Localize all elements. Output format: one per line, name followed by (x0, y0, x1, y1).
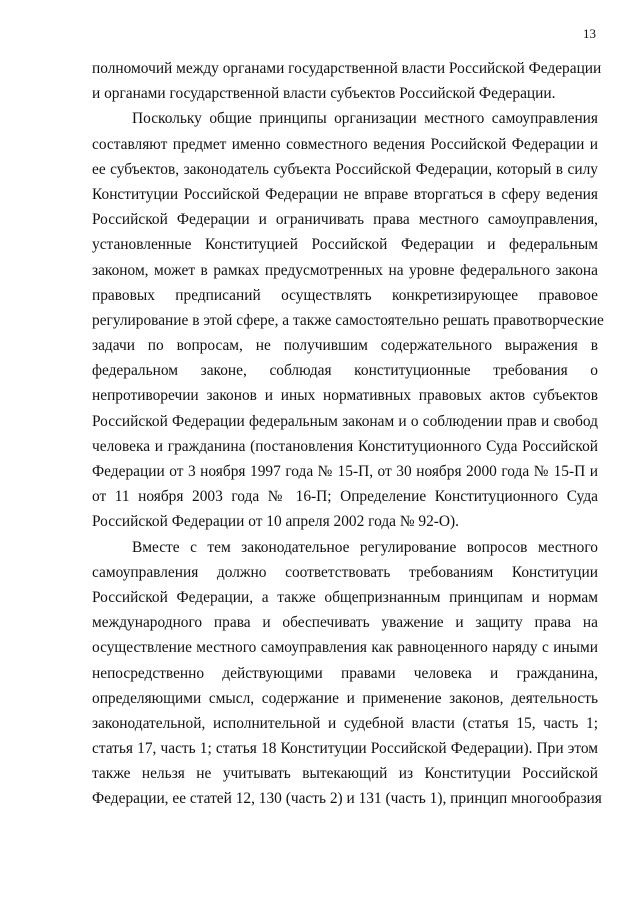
text-line: международного права и обеспечивать уважение и защиту права на (92, 614, 598, 632)
text-line: осуществление местного самоуправления как равноценного наряду с иными (92, 639, 598, 657)
text-line: Федерации, ее статей 12, 130 (часть 2) и 131 (часть 1), принцип многообразия (92, 790, 602, 808)
text-line: федеральном законе, соблюдая конституционные требования о (92, 362, 598, 380)
text-line: регулирование в этой сфере, а также самостоятельно решать правотворческие (92, 311, 604, 329)
paragraph-2 (92, 106, 604, 534)
text-line: Вместе с тем законодательное регулирование вопросов местного (132, 538, 598, 556)
text-line: самоуправления должно соответствовать требованиям Конституции (92, 563, 598, 581)
text-line: непротиворечии законов и иных нормативных правовых актов субъектов (92, 387, 598, 405)
text-line: Конституции Российской Федерации не вправе вторгаться в сферу ведения (92, 185, 598, 203)
text-line: установленные Конституцией Российской Федерации и федеральным (92, 236, 598, 254)
text-line: от 11 ноября 2003 года № 16-П; Определение Конституционного Суда (92, 488, 598, 506)
paragraph-1 (92, 56, 602, 106)
text-line: Российской Федерации федеральным законам и о соблюдении прав и свобод (92, 412, 598, 430)
text-line: человека и гражданина (постановления Конституционного Суда Российской (92, 437, 598, 455)
text-line: определяющими смысл, содержание и применение законов, деятельность (92, 689, 598, 707)
text-line: Российской Федерации и ограничивать права местного самоуправления, (92, 211, 598, 229)
text-line: ее субъектов, законодатель субъекта Российской Федерации, который в силу (92, 160, 598, 178)
text-line: статья 17, часть 1; статья 18 Конституции Российской Федерации). При этом (92, 740, 598, 758)
text-line: законом, может в рамках предусмотренных на уровне федерального закона (92, 261, 598, 279)
text-line: правовых предписаний осуществлять конкретизирующее правовое (92, 286, 598, 304)
text-line: Поскольку общие принципы организации местного самоуправления (132, 110, 598, 128)
text-line: непосредственно действующими правами человека и гражданина, (92, 664, 598, 682)
document-body (92, 56, 604, 812)
page-number: 13 (583, 26, 596, 41)
text-line: Российской Федерации от 10 апреля 2002 года № 92-О). (92, 513, 459, 531)
text-line: также нельзя не учитывать вытекающий из Конституции Российской (92, 765, 598, 783)
text-line: законодательной, исполнительной и судебной власти (статья 15, часть 1; (92, 714, 598, 732)
text-line: задачи по вопросам, не получившим содержательного выражения в (92, 337, 598, 355)
text-line: полномочий между органами государственной власти Российской Федерации (92, 60, 602, 77)
paragraph-3 (92, 535, 602, 812)
text-line: Федерации от 3 ноября 1997 года № 15-П, от 30 ноября 2000 года № 15-П и (92, 463, 598, 480)
text-line: Российской Федерации, а также общепризнанным принципам и нормам (92, 588, 598, 606)
text-line: и органами государственной власти субъектов Российской Федерации. (92, 85, 556, 103)
text-line: составляют предмет именно совместного ведения Российской Федерации и (92, 135, 598, 153)
